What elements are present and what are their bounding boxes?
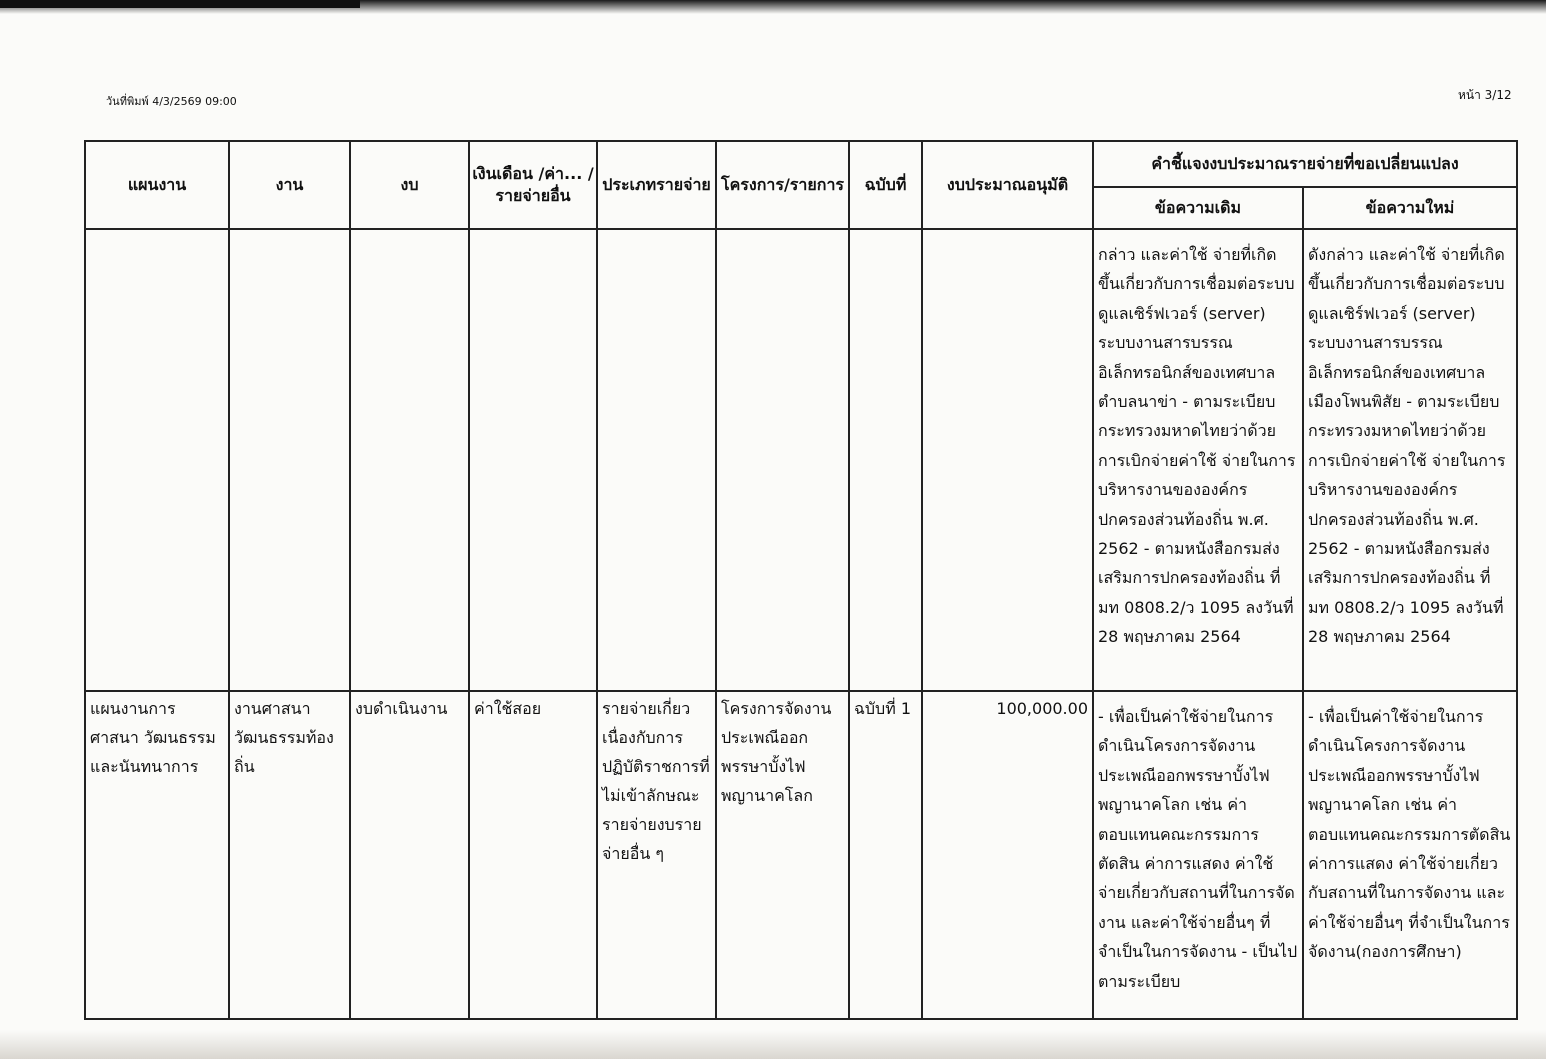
- cell-new-text: - เพื่อเป็นค่าใช้จ่ายในการดำเนินโครงการจัดงานประเพณีออกพรรษาบั้งไฟพญานาคโลก เช่น ค่าตอบแทนคณะกรรมการตัดสิน ค่าการแสดง ค่าใช้จ่ายเกี่ยวกับสถานที่ในการจัดงาน และค่าใช้จ่ายอื่นๆ ที่จำเป็นในการจัดงาน(กองการศึกษา): [1303, 691, 1517, 1019]
- col-header-version: ฉบับที่: [849, 141, 922, 229]
- cell-version: ฉบับที่ 1: [849, 691, 922, 1019]
- col-header-expense-type: ประเภทรายจ่าย: [597, 141, 716, 229]
- col-header-project: โครงการ/รายการ: [716, 141, 849, 229]
- print-date: วันที่พิมพ์ 4/3/2569 09:00: [106, 95, 237, 108]
- cell-old-text: กล่าว และค่าใช้ จ่ายที่เกิดขึ้นเกี่ยวกับการเชื่อมต่อระบบดูแลเซิร์ฟเวอร์ (server) ระบบงานสารบรรณอิเล็กทรอนิกส์ของเทศบาลตำบลนาข่า - ตามระเบียบกระทรวงมหาดไทยว่าด้วยการเบิกจ่ายค่าใช้ จ่ายในการบริหารงานขององค์กรปกครองส่วนท้องถิ่น พ.ศ. 2562 - ตามหนังสือกรมส่งเสริมการปกครองท้องถิ่น ที่ มท 0808.2/ว 1095 ลงวันที่ 28 พฤษภาคม 2564: [1093, 229, 1303, 691]
- cell-approved: 100,000.00: [922, 691, 1093, 1019]
- sub-header-new-text: ข้อความใหม่: [1303, 187, 1517, 229]
- cell-category: [469, 229, 597, 691]
- cell-work: งานศาสนาวัฒนธรรมท้องถิ่น: [229, 691, 350, 1019]
- cell-budget: [350, 229, 469, 691]
- col-header-budget: งบ: [350, 141, 469, 229]
- cell-expense-type: รายจ่ายเกี่ยวเนื่องกับการปฏิบัติราชการที่ไม่เข้าลักษณะรายจ่ายงบรายจ่ายอื่น ๆ: [597, 691, 716, 1019]
- col-header-approved: งบประมาณอนุมัติ: [922, 141, 1093, 229]
- col-header-category: เงินเดือน /ค่า... / รายจ่ายอื่น: [469, 141, 597, 229]
- cell-old-text: - เพื่อเป็นค่าใช้จ่ายในการดำเนินโครงการจัดงานประเพณีออกพรรษาบั้งไฟพญานาคโลก เช่น ค่าตอบแทนคณะกรรมการตัดสิน ค่าการแสดง ค่าใช้จ่ายเกี่ยวกับสถานที่ในการจัดงาน และค่าใช้จ่ายอื่นๆ ที่จำเป็นในการจัดงาน - เป็นไปตามระเบียบ: [1093, 691, 1303, 1019]
- cell-new-text: ดังกล่าว และค่าใช้ จ่ายที่เกิดขึ้นเกี่ยวกับการเชื่อมต่อระบบดูแลเซิร์ฟเวอร์ (server) ระบบงานสารบรรณอิเล็กทรอนิกส์ของเทศบาลเมืองโพนพิสัย - ตามระเบียบกระทรวงมหาดไทยว่าด้วยการเบิกจ่ายค่าใช้ จ่ายในการบริหารงานขององค์กรปกครองส่วนท้องถิ่น พ.ศ. 2562 - ตามหนังสือกรมส่งเสริมการปกครองท้องถิ่น ที่ มท 0808.2/ว 1095 ลงวันที่ 28 พฤษภาคม 2564: [1303, 229, 1517, 691]
- cell-project: โครงการจัดงานประเพณีออกพรรษาบั้งไฟพญานาคโลก: [716, 691, 849, 1019]
- scan-shadow-edge: [0, 0, 360, 8]
- table-row: [85, 691, 1517, 1019]
- cell-budget: งบดำเนินงาน: [350, 691, 469, 1019]
- cell-work: [229, 229, 350, 691]
- page-number: หน้า 3/12: [1458, 88, 1512, 102]
- scan-bottom-edge: [0, 1030, 1546, 1059]
- sub-header-old-text: ข้อความเดิม: [1093, 187, 1303, 229]
- cell-version: [849, 229, 922, 691]
- cell-approved: [922, 229, 1093, 691]
- cell-plan: แผนงานการศาสนา วัฒนธรรม และนันทนาการ: [85, 691, 229, 1019]
- col-header-work: งาน: [229, 141, 350, 229]
- cell-expense-type: [597, 229, 716, 691]
- cell-project: [716, 229, 849, 691]
- cell-plan: [85, 229, 229, 691]
- cell-category: ค่าใช้สอย: [469, 691, 597, 1019]
- col-header-plan: แผนงาน: [85, 141, 229, 229]
- group-header-explanation: คำชี้แจงงบประมาณรายจ่ายที่ขอเปลี่ยนแปลง: [1093, 141, 1517, 187]
- budget-change-table: [84, 140, 1518, 1020]
- table-row: [85, 229, 1517, 691]
